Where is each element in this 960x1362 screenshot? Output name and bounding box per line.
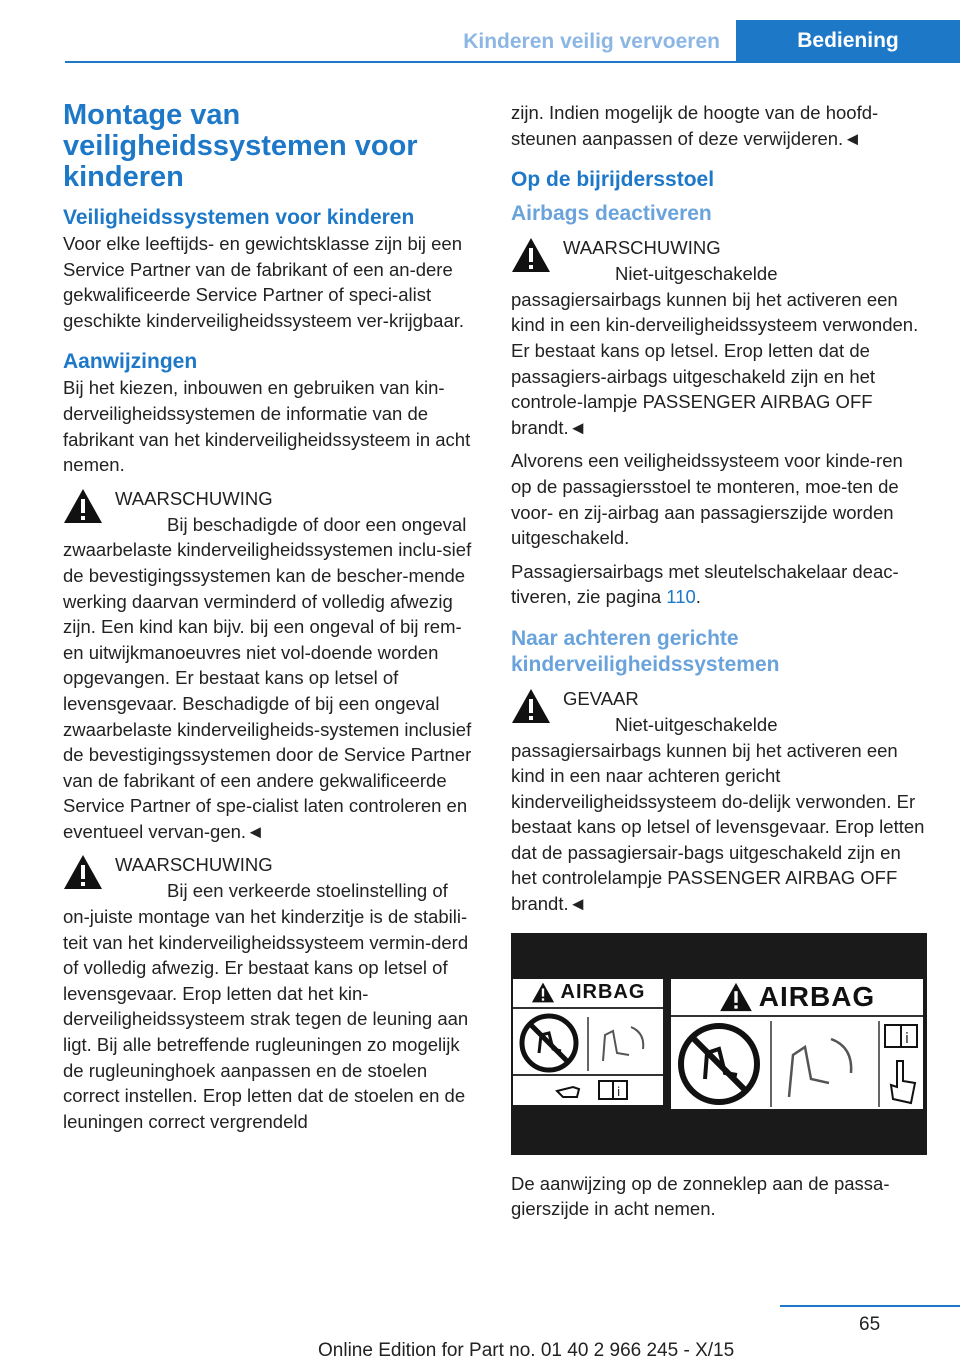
edition-info: Online Edition for Part no. 01 40 2 966 245 - X/15 <box>318 1340 735 1361</box>
manual-info-icon <box>885 1025 917 1047</box>
airbag-label-large <box>671 979 923 1109</box>
airbag-pictograms <box>671 1017 923 1111</box>
heading-notes: Aanwijzingen <box>63 350 198 374</box>
page-header <box>0 0 960 62</box>
warning-title: WAARSCHUWING <box>115 854 273 876</box>
paragraph-notes: Bij het kiezen, inbouwen en gebruiken van kin-derveiligheidssystemen de informatie van de fabrikant van het kinderveiligheidssysteem in acht nemen. <box>63 377 471 476</box>
warning-title: WAARSCHUWING <box>563 237 721 259</box>
warning-text: Niet-uitgeschakelde passagiersairbags kunnen bij het activeren een kind in een kin-derveiligheidssysteem verwonden. Er bestaat kans op letsel. Erop letten dat de passagiers-airbags uitgeschakeld zijn en het controle-lampje PASSENGER AIRBAG OFF brandt.◄ <box>511 263 919 438</box>
warning-title: WAARSCHUWING <box>115 487 273 509</box>
airbag-label-text: AIRBAG <box>758 980 876 1012</box>
manual-info-icon <box>599 1081 627 1099</box>
key-switch-text-end: . <box>695 586 701 608</box>
paragraph-key-switch <box>511 559 927 610</box>
warning-block-passenger-airbags <box>511 235 927 440</box>
warning-triangle-icon <box>511 688 551 724</box>
figure-caption: De aanwijzing op de zonneklep aan de passa-gierszijde in acht nemen. <box>511 1172 890 1220</box>
warning-triangle-icon <box>719 982 753 1012</box>
warning-text: Bij beschadigde of door een ongeval zwaarbelaste kinderveiligheidssystemen inclu-sief de bevestigingssystemen kan de bescher-mende werking daarvan verminderd of volledig afwezig zijn. Een kind kan bijv. bij een ongeval of bij rem- en uitwijkmanoeuvres niet vol-doende worden opgevangen. Er bestaat kans op letsel of levensgevaar. Beschadigde of bij een ongeval zwaarbelaste kinderveiligheids-systemen inclusief de bevestigingssystemen door de Service Partner van de fabrikant of een andere gekwalificeerde Service Partner of spe-cialist laten controleren en eventueel vervan-gen.◄ <box>63 513 472 842</box>
airbag-pictograms <box>513 1009 663 1105</box>
hand-pointer-icon <box>557 1087 579 1097</box>
paragraph-continued: zijn. Indien mogelijk de hoogte van de hoofd-steunen aanpassen of deze verwijderen.◄ <box>511 102 879 149</box>
svg-text:i: i <box>905 1030 909 1047</box>
warning-triangle-icon <box>63 488 103 524</box>
warning-triangle-icon <box>511 237 551 273</box>
hand-pointer-icon <box>891 1061 915 1103</box>
airbag-label-small <box>513 979 663 1105</box>
seat-airbag-icon <box>603 1027 643 1061</box>
seat-airbag-icon <box>789 1039 851 1097</box>
danger-block-rear-facing <box>511 686 927 917</box>
page-reference-link[interactable]: 110 <box>666 586 696 608</box>
header-chapter-tab: Bediening <box>736 20 960 62</box>
warning-text: Bij een verkeerde stoelinstelling of on-juiste montage van het kinderzitje is de stabili-teit van het kinderveiligheidssysteem vermin-derd of volledig afwezig. Er bestaat kans op letsel of levensgevaar. Erop letten dat het kin-derveiligheidssysteem strak tegen de leuning aan ligt. Bij alle betreffende rugleuningen zo mogelijk de rugleuninghoek aanpassen en de stoelen correct instellen. Erop letten dat de stoelen en de leuningen correct vergrendeld <box>63 880 469 1132</box>
warning-block-seat-adjust <box>63 852 479 1134</box>
warning-block-damaged <box>63 486 479 845</box>
airbag-label-figure <box>511 933 927 1155</box>
danger-title: GEVAAR <box>563 687 639 709</box>
paragraph-before-mounting: Alvorens een veiligheidssysteem voor kinde-ren op de passagiersstoel te monteren, moe-ten de voor- en zij-airbag aan passagierszijde worden uitgeschakeld. <box>511 450 903 549</box>
svg-text:i: i <box>617 1084 621 1099</box>
heading-deactivate-airbags: Airbags deactiveren <box>511 202 712 226</box>
heading-passenger-seat: Op de bijrijdersstoel <box>511 168 715 192</box>
right-column <box>511 100 927 1222</box>
header-rule <box>65 61 960 63</box>
danger-text: Niet-uitgeschakelde passagiersairbags kunnen bij het activeren een kind in een naar achteren gericht kinderveiligheidssysteem do-delijk verwonden. Er bestaat kans op letsel of levensgevaar. Erop letten dat de passagiersair-bags uitgeschakeld zijn en het controlelampje PASSENGER AIRBAG OFF brandt.◄ <box>511 713 925 915</box>
left-column <box>63 100 479 1134</box>
page-number: 65 <box>859 1314 881 1335</box>
key-switch-text: Passagiersairbags met sleutelschakelaar deac-tiveren, zie pagina <box>511 560 899 608</box>
no-child-seat-icon <box>522 1016 576 1070</box>
heading-rear-facing: Naar achteren gerichte kinderveiligheidssystemen <box>511 626 780 676</box>
header-section-title: Kinderen veilig vervoeren <box>463 30 720 53</box>
warning-triangle-icon <box>531 982 555 1003</box>
footer-rule <box>780 1305 960 1307</box>
heading-child-systems: Veiligheidssystemen voor kinderen <box>63 206 415 229</box>
airbag-label-text: AIRBAG <box>560 981 646 1004</box>
paragraph-child-systems: Voor elke leeftijds- en gewichtsklasse zijn bij een Service Partner van de fabrikant of een an-dere gekwalificeerde Service Partner of speci-alist geschikte kinderveiligheidssysteem ver-krijgbaar. <box>63 233 465 331</box>
warning-triangle-icon <box>63 854 103 890</box>
page-title: Montage van veiligheidssystemen voor kinderen <box>63 99 418 193</box>
no-child-seat-icon <box>681 1026 757 1102</box>
